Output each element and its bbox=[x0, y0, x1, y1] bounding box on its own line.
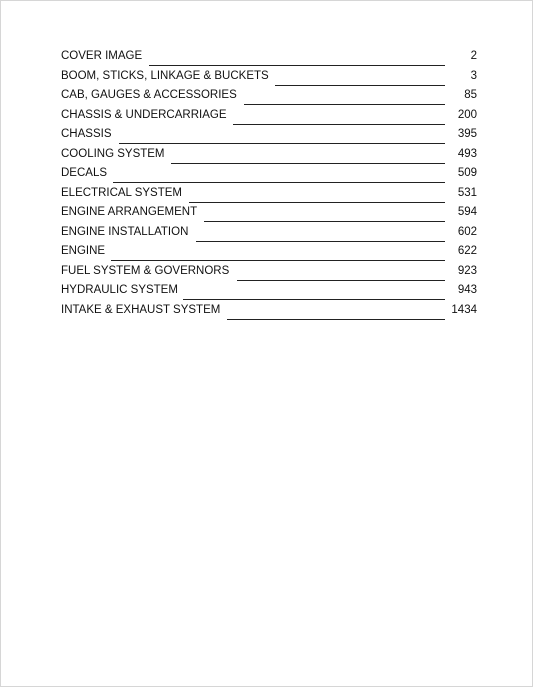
toc-entry-title: ENGINE ARRANGEMENT bbox=[61, 206, 198, 218]
table-of-contents bbox=[61, 47, 479, 320]
toc-entry-cover-image[interactable] bbox=[61, 47, 479, 67]
toc-entry-title: COVER IMAGE bbox=[61, 50, 143, 62]
toc-entry-title: HYDRAULIC SYSTEM bbox=[61, 284, 178, 296]
toc-entry-page-number: 3 bbox=[470, 69, 477, 82]
toc-leader-line bbox=[227, 319, 445, 320]
toc-entry-title: ELECTRICAL SYSTEM bbox=[61, 186, 182, 199]
toc-entry-title: ENGINE bbox=[61, 245, 106, 257]
toc-entry-title: BOOM, STICKS, LINKAGE & BUCKETS bbox=[61, 69, 269, 82]
toc-entry-page-number: 594 bbox=[457, 206, 477, 218]
toc-entry-cooling-system[interactable] bbox=[61, 145, 479, 165]
toc-entry-page-number: 923 bbox=[457, 264, 477, 277]
toc-entry-hydraulic-system[interactable] bbox=[61, 281, 479, 301]
toc-entry-engine-arrangement[interactable] bbox=[61, 203, 479, 223]
toc-entry-cab-gauges-accessories[interactable] bbox=[61, 86, 479, 106]
toc-entry-engine-installation[interactable] bbox=[61, 223, 479, 243]
toc-entry-page-number: 200 bbox=[457, 108, 477, 121]
toc-entry-page-number: 622 bbox=[457, 245, 477, 257]
toc-entry-title: COOLING SYSTEM bbox=[61, 147, 165, 160]
toc-entry-title: CHASSIS & UNDERCARRIAGE bbox=[61, 108, 227, 121]
toc-entry-title: FUEL SYSTEM & GOVERNORS bbox=[61, 264, 230, 277]
toc-entry-electrical-system[interactable] bbox=[61, 184, 479, 204]
toc-entry-page-number: 531 bbox=[457, 186, 477, 199]
toc-entry-intake-exhaust-system[interactable] bbox=[61, 301, 479, 321]
toc-entry-title: ENGINE INSTALLATION bbox=[61, 225, 189, 238]
toc-entry-page-number: 395 bbox=[457, 128, 477, 140]
toc-entry-boom-sticks-linkage-buckets[interactable] bbox=[61, 67, 479, 87]
toc-entry-page-number: 85 bbox=[464, 89, 477, 101]
toc-entry-chassis-undercarriage[interactable] bbox=[61, 106, 479, 126]
toc-entry-page-number: 943 bbox=[457, 284, 477, 296]
toc-entry-page-number: 493 bbox=[457, 147, 477, 160]
toc-entry-page-number: 602 bbox=[457, 225, 477, 238]
toc-entry-page-number: 509 bbox=[457, 167, 477, 179]
toc-entry-decals[interactable] bbox=[61, 164, 479, 184]
toc-entry-engine[interactable] bbox=[61, 242, 479, 262]
toc-entry-page-number: 1434 bbox=[451, 303, 477, 316]
toc-entry-title: CHASSIS bbox=[61, 128, 112, 140]
toc-entry-page-number: 2 bbox=[470, 50, 477, 62]
toc-entry-title: INTAKE & EXHAUST SYSTEM bbox=[61, 303, 221, 316]
toc-entry-title: DECALS bbox=[61, 167, 108, 179]
toc-entry-fuel-system-governors[interactable] bbox=[61, 262, 479, 282]
toc-entry-title: CAB, GAUGES & ACCESSORIES bbox=[61, 89, 237, 101]
toc-entry-chassis[interactable] bbox=[61, 125, 479, 145]
